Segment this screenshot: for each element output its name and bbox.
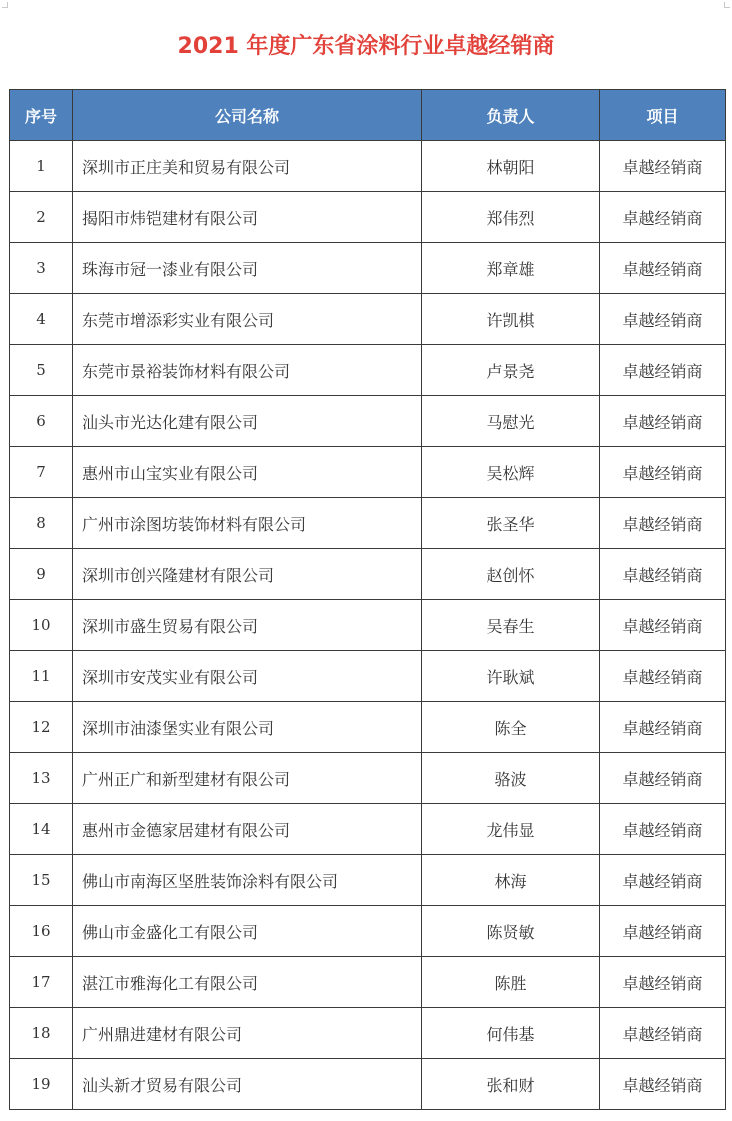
cell-company: 深圳市正庄美和贸易有限公司 — [73, 141, 422, 192]
cell-index: 13 — [10, 753, 73, 804]
cell-item: 卓越经销商 — [600, 702, 726, 753]
table-row — [10, 294, 726, 345]
cell-company: 佛山市南海区坚胜装饰涂料有限公司 — [73, 855, 422, 906]
cell-company: 东莞市景裕装饰材料有限公司 — [73, 345, 422, 396]
cell-person: 陈全 — [422, 702, 600, 753]
cell-item: 卓越经销商 — [600, 294, 726, 345]
cell-company: 深圳市油漆堡实业有限公司 — [73, 702, 422, 753]
dealer-table — [9, 89, 726, 1110]
cell-item: 卓越经销商 — [600, 753, 726, 804]
cell-index: 11 — [10, 651, 73, 702]
corner-mark-top-left — [2, 2, 8, 8]
cell-index: 15 — [10, 855, 73, 906]
cell-company: 东莞市增添彩实业有限公司 — [73, 294, 422, 345]
cell-index: 1 — [10, 141, 73, 192]
cell-person: 马慰光 — [422, 396, 600, 447]
cell-item: 卓越经销商 — [600, 906, 726, 957]
cell-item: 卓越经销商 — [600, 498, 726, 549]
cell-index: 6 — [10, 396, 73, 447]
cell-company: 湛江市雅海化工有限公司 — [73, 957, 422, 1008]
cell-company: 深圳市创兴隆建材有限公司 — [73, 549, 422, 600]
cell-person: 卢景尧 — [422, 345, 600, 396]
cell-item: 卓越经销商 — [600, 243, 726, 294]
table-row — [10, 855, 726, 906]
table-row — [10, 804, 726, 855]
cell-index: 12 — [10, 702, 73, 753]
cell-person: 郑伟烈 — [422, 192, 600, 243]
cell-company: 深圳市安茂实业有限公司 — [73, 651, 422, 702]
cell-person: 吴松辉 — [422, 447, 600, 498]
cell-item: 卓越经销商 — [600, 957, 726, 1008]
dealer-table-container — [9, 89, 725, 1110]
cell-index: 8 — [10, 498, 73, 549]
header-index: 序号 — [10, 90, 73, 141]
cell-person: 吴春生 — [422, 600, 600, 651]
cell-company: 广州正广和新型建材有限公司 — [73, 753, 422, 804]
table-body — [10, 141, 726, 1110]
cell-item: 卓越经销商 — [600, 345, 726, 396]
cell-person: 张和财 — [422, 1059, 600, 1110]
cell-person: 龙伟显 — [422, 804, 600, 855]
table-header — [10, 90, 726, 141]
cell-item: 卓越经销商 — [600, 549, 726, 600]
cell-index: 18 — [10, 1008, 73, 1059]
cell-index: 3 — [10, 243, 73, 294]
cell-person: 陈胜 — [422, 957, 600, 1008]
cell-index: 10 — [10, 600, 73, 651]
table-row — [10, 549, 726, 600]
cell-company: 惠州市金德家居建材有限公司 — [73, 804, 422, 855]
cell-item: 卓越经销商 — [600, 651, 726, 702]
cell-index: 19 — [10, 1059, 73, 1110]
cell-index: 9 — [10, 549, 73, 600]
header-row — [10, 90, 726, 141]
cell-person: 许耿斌 — [422, 651, 600, 702]
table-row — [10, 141, 726, 192]
cell-item: 卓越经销商 — [600, 396, 726, 447]
cell-person: 张圣华 — [422, 498, 600, 549]
header-person: 负责人 — [422, 90, 600, 141]
cell-company: 佛山市金盛化工有限公司 — [73, 906, 422, 957]
table-row — [10, 243, 726, 294]
cell-company: 汕头市光达化建有限公司 — [73, 396, 422, 447]
table-row — [10, 1059, 726, 1110]
cell-person: 林朝阳 — [422, 141, 600, 192]
cell-item: 卓越经销商 — [600, 1059, 726, 1110]
table-row — [10, 702, 726, 753]
cell-company: 惠州市山宝实业有限公司 — [73, 447, 422, 498]
table-row — [10, 651, 726, 702]
cell-company: 广州市涂图坊装饰材料有限公司 — [73, 498, 422, 549]
cell-person: 赵创怀 — [422, 549, 600, 600]
header-item: 项目 — [600, 90, 726, 141]
cell-person: 郑章雄 — [422, 243, 600, 294]
page-title: 2021 年度广东省涂料行业卓越经销商 — [177, 34, 555, 59]
cell-index: 2 — [10, 192, 73, 243]
cell-company: 深圳市盛生贸易有限公司 — [73, 600, 422, 651]
cell-item: 卓越经销商 — [600, 600, 726, 651]
cell-index: 4 — [10, 294, 73, 345]
header-company: 公司名称 — [73, 90, 422, 141]
cell-company: 汕头新才贸易有限公司 — [73, 1059, 422, 1110]
corner-mark-top-right — [724, 2, 730, 8]
cell-item: 卓越经销商 — [600, 192, 726, 243]
table-row — [10, 957, 726, 1008]
table-row — [10, 906, 726, 957]
cell-person: 骆波 — [422, 753, 600, 804]
table-row — [10, 600, 726, 651]
cell-company: 珠海市冠一漆业有限公司 — [73, 243, 422, 294]
cell-index: 5 — [10, 345, 73, 396]
cell-index: 7 — [10, 447, 73, 498]
cell-index: 16 — [10, 906, 73, 957]
table-row — [10, 753, 726, 804]
table-row — [10, 192, 726, 243]
table-row — [10, 345, 726, 396]
cell-item: 卓越经销商 — [600, 804, 726, 855]
cell-index: 14 — [10, 804, 73, 855]
cell-person: 陈贤敏 — [422, 906, 600, 957]
cell-person: 何伟基 — [422, 1008, 600, 1059]
cell-person: 林海 — [422, 855, 600, 906]
cell-index: 17 — [10, 957, 73, 1008]
table-row — [10, 447, 726, 498]
cell-company: 广州鼎进建材有限公司 — [73, 1008, 422, 1059]
cell-item: 卓越经销商 — [600, 141, 726, 192]
cell-item: 卓越经销商 — [600, 447, 726, 498]
table-row — [10, 498, 726, 549]
table-row — [10, 1008, 726, 1059]
cell-item: 卓越经销商 — [600, 1008, 726, 1059]
cell-person: 许凯棋 — [422, 294, 600, 345]
cell-item: 卓越经销商 — [600, 855, 726, 906]
table-row — [10, 396, 726, 447]
cell-company: 揭阳市炜铠建材有限公司 — [73, 192, 422, 243]
